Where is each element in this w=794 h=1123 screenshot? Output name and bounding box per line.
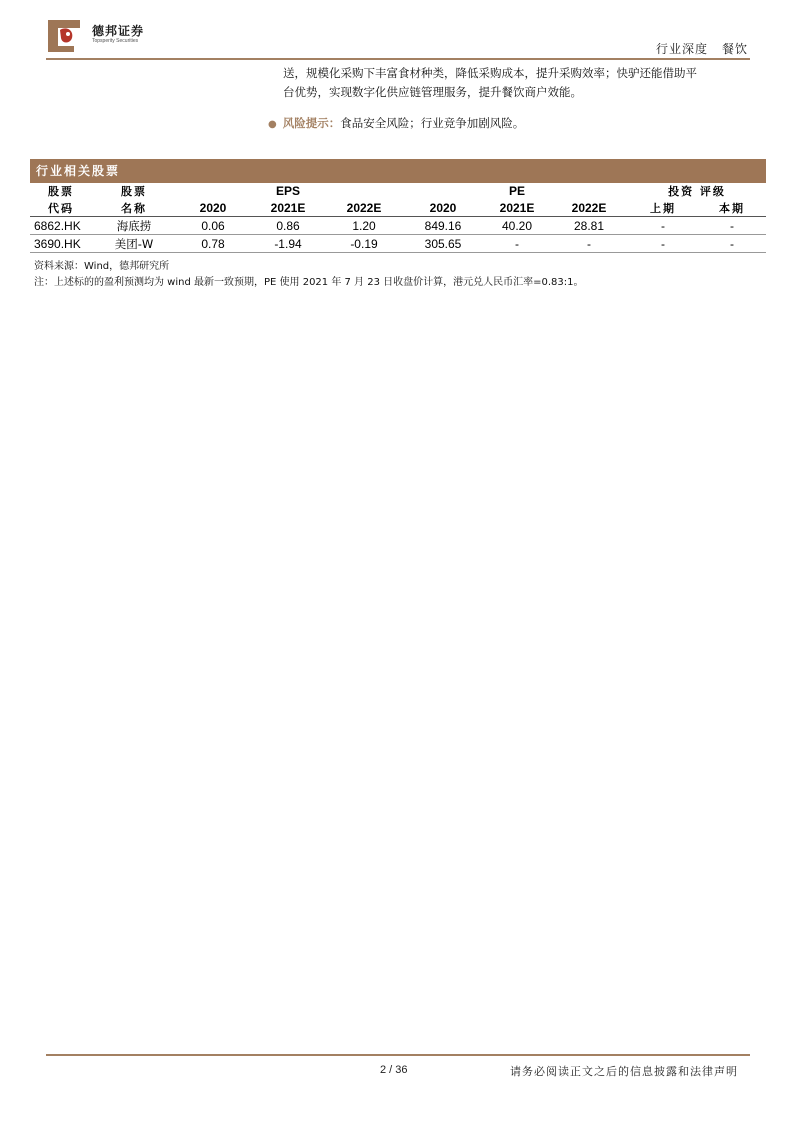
prev-rating: - bbox=[628, 235, 698, 253]
pe-2020: 849.16 bbox=[402, 217, 484, 235]
pe-2020: 305.65 bbox=[402, 235, 484, 253]
company-logo-icon bbox=[44, 16, 84, 56]
risk-label: 风险提示： bbox=[282, 116, 341, 130]
table-header-row bbox=[30, 199, 766, 217]
eps-2020: 0.06 bbox=[176, 217, 250, 235]
col-header-code: 代码 bbox=[30, 199, 92, 217]
col-header-code: 股票 bbox=[48, 185, 74, 198]
table-header-row bbox=[30, 183, 766, 199]
eps-2021e: 0.86 bbox=[250, 217, 326, 235]
col-header-name: 名称 bbox=[92, 199, 176, 217]
stock-code: 3690.HK bbox=[30, 235, 92, 253]
eps-2022e: 1.20 bbox=[326, 217, 402, 235]
source-note: 资料来源：Wind，德邦研究所 bbox=[34, 261, 170, 272]
pe-2022e: - bbox=[550, 235, 628, 253]
pe-2021e: 40.20 bbox=[484, 217, 550, 235]
header-category bbox=[656, 40, 748, 57]
col-header-eps-2020: 2020 bbox=[176, 199, 250, 217]
related-stocks-table bbox=[30, 159, 766, 253]
col-header-prev-rating: 上期 bbox=[628, 199, 698, 217]
col-header-pe-2022e: 2022E bbox=[550, 199, 628, 217]
stock-name: 海底捞 bbox=[92, 217, 176, 235]
logo-company-name-en: Topsperity Securities bbox=[92, 38, 139, 44]
col-header-pe-2020: 2020 bbox=[402, 199, 484, 217]
paragraph-line: 送，规模化采购下丰富食材种类，降低采购成本，提升采购效率；快驴还能借助平 bbox=[283, 66, 697, 80]
forecast-note: 注：上述标的的盈利预测均为 wind 最新一致预期，PE 使用 2021 年 7 月 23 日收盘价计算，港元兑人民币汇率=0.83:1。 bbox=[34, 277, 584, 288]
table-row bbox=[30, 235, 766, 253]
legal-disclaimer: 请务必阅读正文之后的信息披露和法律声明 bbox=[510, 1065, 738, 1078]
logo-company-name: 德邦证券 bbox=[92, 24, 145, 38]
col-header-curr-rating: 本期 bbox=[698, 199, 766, 217]
body-paragraph bbox=[283, 64, 753, 102]
table-notes bbox=[34, 259, 584, 291]
bullet-icon: ● bbox=[268, 119, 277, 130]
eps-2021e: -1.94 bbox=[250, 235, 326, 253]
col-header-eps-2021e: 2021E bbox=[250, 199, 326, 217]
footer-divider bbox=[46, 1054, 750, 1056]
col-header-name: 股票 bbox=[121, 185, 147, 198]
curr-rating: - bbox=[698, 235, 766, 253]
eps-2022e: -0.19 bbox=[326, 235, 402, 253]
report-type: 行业深度 bbox=[655, 42, 708, 56]
col-group-pe: PE bbox=[508, 184, 525, 198]
curr-rating: - bbox=[698, 217, 766, 235]
col-group-rating: 投资 评级 bbox=[668, 185, 726, 198]
table-row bbox=[30, 217, 766, 235]
paragraph-line: 台优势，实现数字化供应链管理服务，提升餐饮商户效能。 bbox=[283, 85, 582, 99]
col-header-eps-2022e: 2022E bbox=[326, 199, 402, 217]
stock-code: 6862.HK bbox=[30, 217, 92, 235]
industry-name: 餐饮 bbox=[721, 42, 748, 56]
page-number: 2 / 36 bbox=[380, 1064, 408, 1076]
pe-2021e: - bbox=[484, 235, 550, 253]
prev-rating: - bbox=[628, 217, 698, 235]
risk-warning bbox=[268, 115, 524, 131]
risk-text: 食品安全风险；行业竞争加剧风险。 bbox=[340, 116, 525, 130]
pe-2022e: 28.81 bbox=[550, 217, 628, 235]
stocks-table bbox=[30, 183, 766, 253]
col-group-eps: EPS bbox=[275, 184, 300, 198]
stock-name: 美团-W bbox=[92, 235, 176, 253]
page-header bbox=[0, 0, 794, 64]
table-title: 行业相关股票 bbox=[30, 159, 766, 183]
eps-2020: 0.78 bbox=[176, 235, 250, 253]
col-header-pe-2021e: 2021E bbox=[484, 199, 550, 217]
header-divider bbox=[46, 58, 750, 60]
